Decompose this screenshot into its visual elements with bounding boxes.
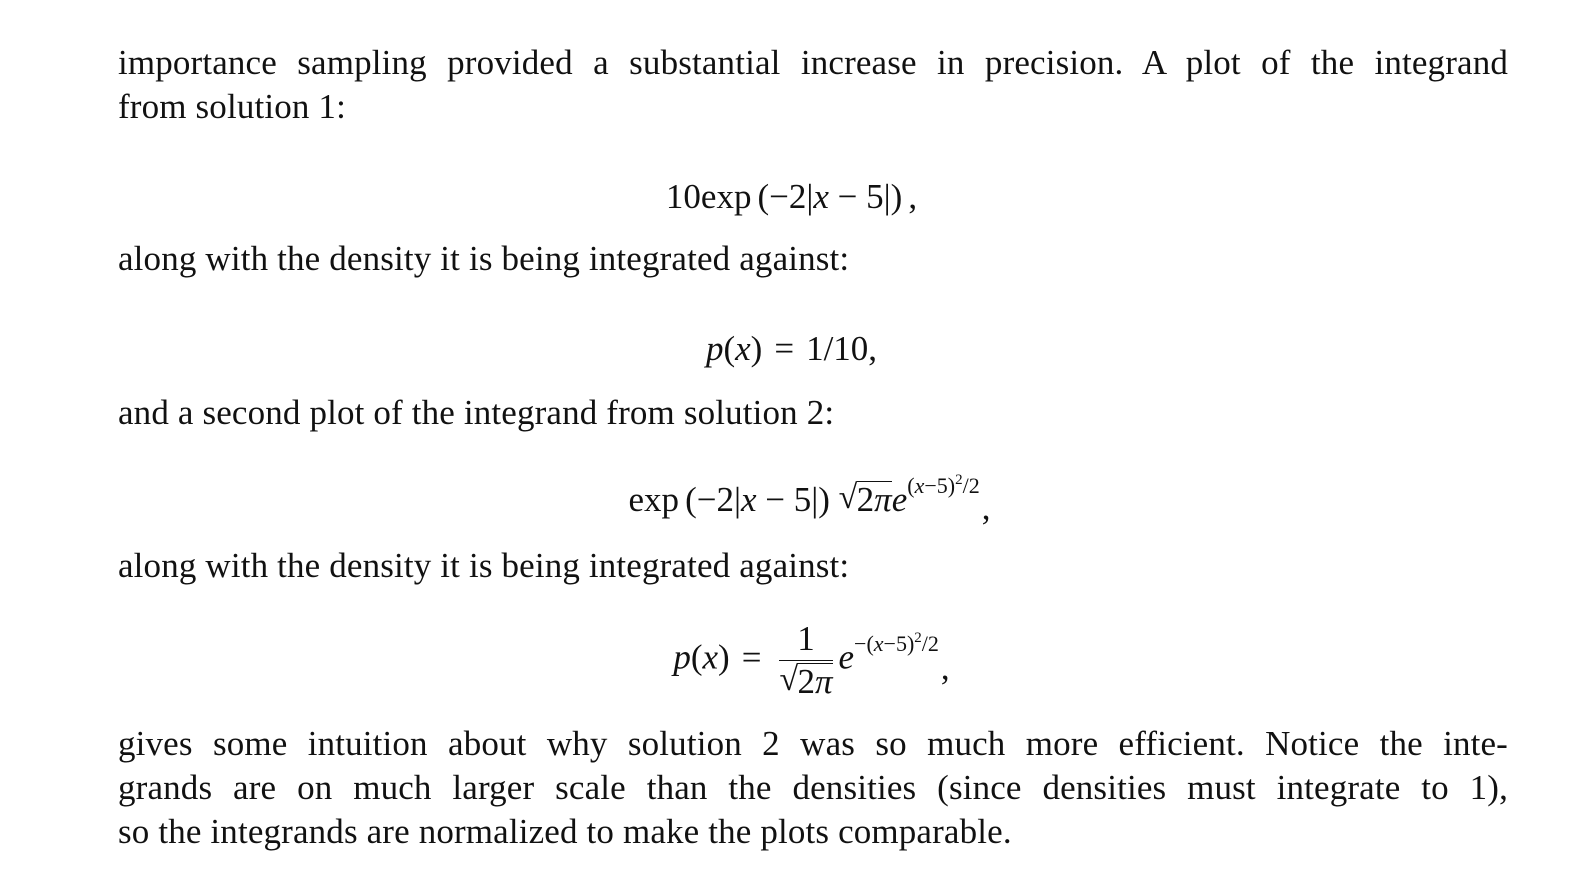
eq3-exponent [907, 473, 979, 498]
text-solution-2-line: and a second plot of the integrand from solution 2: [118, 393, 835, 432]
eq2-lhs-fn: p [705, 329, 724, 368]
eq1-var: x [813, 177, 829, 216]
intro-line-1: importance sampling provided a substantial increase in precision. A plot of the integrand [118, 43, 1508, 82]
eq3-sqrt [839, 478, 892, 522]
eq2-lhs-close: ) [750, 329, 763, 368]
sqrt-radical-icon: √ [838, 479, 858, 516]
eq4-lhs-close: ) [718, 637, 730, 677]
eq4-exponent [854, 631, 939, 656]
intro-line-2: from solution 1: [118, 87, 346, 126]
eq4-numerator: 1 [779, 620, 832, 661]
eq3-exp-var: x [914, 473, 925, 498]
eq3-fn: exp [628, 480, 680, 519]
eq3-rest: − 5|) [756, 480, 830, 519]
eq3-e: e [891, 480, 908, 519]
eq3-var: x [740, 480, 757, 519]
eq4-punct: , [940, 647, 950, 687]
intro-paragraph [118, 41, 1508, 129]
eq1-punct: , [908, 177, 918, 216]
equation-integrand-solution-1 [0, 175, 1583, 219]
eq4-den-sqrt [779, 663, 832, 701]
eq3-exp-rest: −5) [924, 473, 956, 498]
eq3-punct: , [981, 488, 991, 527]
eq1-rest: − 5|) [828, 177, 903, 216]
eq3-open: (−2| [685, 480, 741, 519]
eq1-open: (−2| [757, 177, 814, 216]
equation-density-uniform [0, 327, 1583, 371]
eq4-lhs-open: ( [690, 637, 703, 677]
eq4-rel: = [741, 637, 762, 677]
eq2-lhs-open: ( [723, 329, 736, 368]
eq4-den-body: 2 [797, 662, 815, 701]
eq4-exp-open: −( [854, 630, 874, 656]
closing-line-3: so the integrands are normalized to make the plots comparable. [118, 812, 1012, 851]
eq4-exp-tail: /2 [921, 630, 939, 656]
eq3-sqrt-body: 2 [856, 480, 875, 519]
eq4-lhs-var: x [702, 637, 719, 677]
eq4-exp-rest: −5) [883, 630, 915, 656]
closing-line-2: grands are on much larger scale than the densities (since densities must integrate to 1), [118, 768, 1508, 807]
closing-paragraph [118, 722, 1508, 854]
eq2-lhs-var: x [735, 329, 751, 368]
sqrt-radical-icon: √ [779, 661, 799, 698]
eq4-e: e [838, 637, 855, 677]
eq3-pi: π [874, 480, 892, 519]
eq4-den-pi: π [814, 662, 833, 701]
closing-line-1: gives some intuition about why solution 2 was so much more efficient. Notice the inte- [118, 724, 1508, 763]
eq4-exp-sq: 2 [914, 629, 922, 646]
equation-density-normal [0, 620, 1583, 710]
eq3-exp-tail: /2 [962, 473, 980, 498]
equation-integrand-solution-2 [0, 472, 1583, 527]
eq2-rel: = [774, 329, 795, 368]
text-density-1-line: along with the density it is being integrated against: [118, 239, 850, 278]
eq2-rhs: 1/10, [806, 329, 878, 368]
text-density-2 [118, 544, 1508, 588]
text-density-1 [118, 237, 1508, 281]
text-solution-2 [118, 391, 1508, 435]
eq1-coef: 10exp [665, 177, 752, 216]
eq3-exp-open: ( [907, 473, 915, 498]
text-density-2-line: along with the density it is being integrated against: [118, 546, 850, 585]
eq4-fraction [779, 620, 832, 701]
eq3-exp-sq: 2 [955, 472, 963, 488]
eq4-lhs-fn: p [673, 637, 691, 677]
eq4-exp-var: x [873, 630, 884, 656]
